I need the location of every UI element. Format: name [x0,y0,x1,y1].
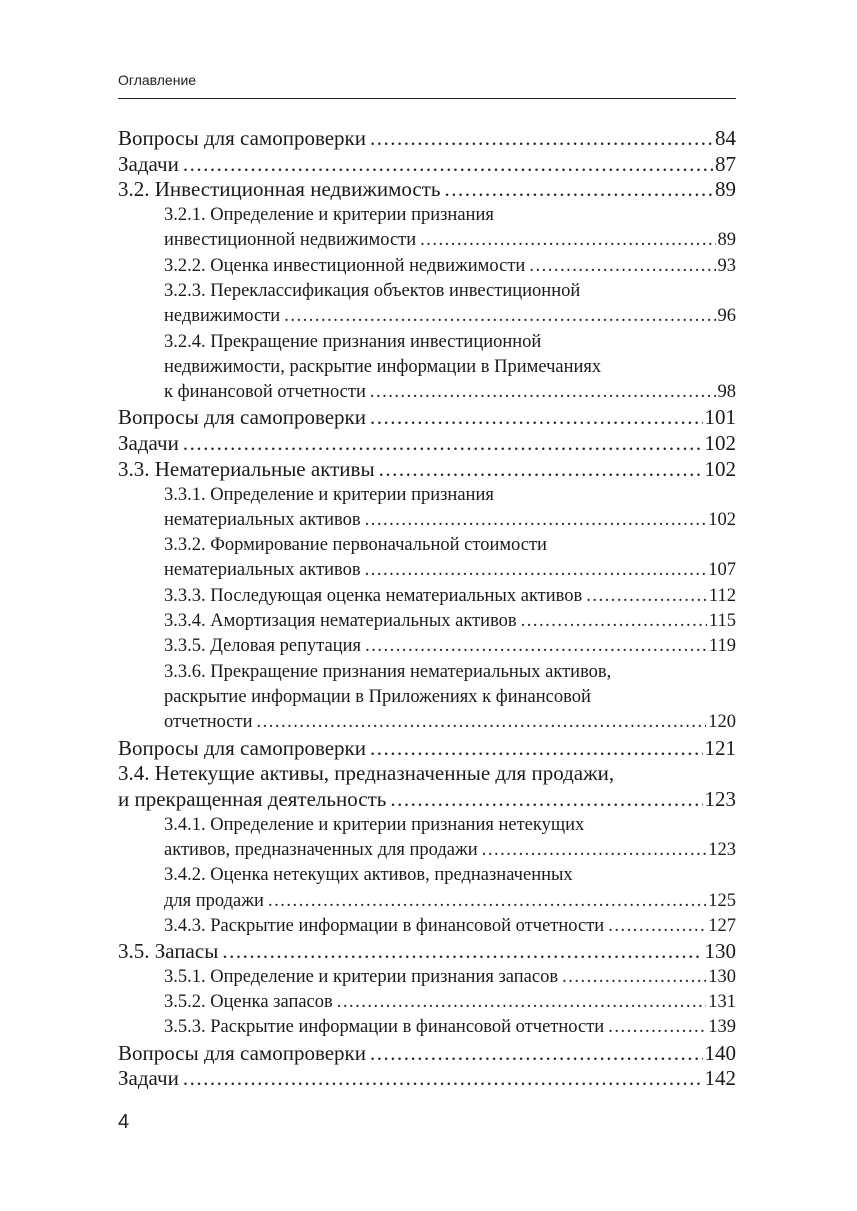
dot-leader [268,889,706,914]
toc-entry-title: Вопросы для самопроверки [118,735,367,760]
toc-entry-leader-line [164,889,736,914]
toc-page-number: 142 [704,1066,736,1091]
toc-page-number: 87 [715,151,736,176]
dot-leader [370,1041,702,1067]
dot-leader [586,584,707,609]
toc-page-number: 139 [708,1017,736,1038]
toc-entry-title: недвижимости [164,306,281,327]
toc-entry-title-line: раскрытие информации в Приложениях к финансовой [164,686,591,707]
toc-entry[interactable] [118,939,736,965]
dot-leader [390,787,702,813]
toc-entry-title: Задачи [118,151,179,176]
toc-entry-leader-line [118,457,736,483]
toc-page-number: 127 [708,915,736,936]
toc-entry-leader-line [164,254,736,279]
dot-leader [370,405,702,431]
toc-entry[interactable] [118,736,736,762]
toc-page-number: 119 [708,636,736,657]
toc-entry[interactable] [118,431,736,457]
toc-entry-leader-line [118,1066,736,1092]
toc-entry-leader-line [118,939,736,965]
toc-page-number: 120 [708,712,736,733]
toc-entry-leader-line [164,584,736,609]
toc-entry[interactable] [118,1066,736,1092]
toc-entry-title-line: 3.2.4. Прекращение признания инвестиционной [164,331,542,352]
dot-leader [370,126,713,152]
dot-leader [284,304,715,329]
toc-entry-leader-line [164,710,736,735]
dot-leader [370,736,702,762]
toc-entry-title: инвестиционной недвижимости [164,230,417,251]
toc-entry[interactable] [118,1041,736,1067]
toc-entry-title-line: 3.2.1. Определение и критерии признания [164,205,494,226]
toc-page-number: 93 [717,255,736,276]
toc-entry-title-line: 3.4.2. Оценка нетекущих активов, предназначенных [164,865,573,886]
toc-entry-title: активов, предназначенных для продажи [164,839,478,860]
dot-leader [608,914,706,939]
toc-entry-leader-line [164,380,736,405]
page-number: 4 [118,1111,130,1133]
toc-entry-title: нематериальных активов [164,509,361,530]
running-head: Оглавление [118,72,197,88]
toc-page-number: 121 [704,735,736,760]
toc-entry-title-line: 3.3.1. Определение и критерии признания [164,484,494,505]
toc-entry[interactable] [118,405,736,431]
toc-entry-title: 3.4.3. Раскрытие информации в финансовой отчетности [164,915,605,936]
toc-page-number: 123 [704,786,736,811]
dot-leader [529,254,715,279]
toc-entry-title: отчетности [164,712,253,733]
toc-page-number: 102 [704,431,736,456]
dot-leader [183,1066,703,1092]
toc-page-number: 102 [708,509,736,530]
toc-entry-title-line: 3.4. Нетекущие активы, предназначенные для продажи, [118,761,615,786]
toc-entry[interactable] [118,457,736,483]
header-rule [118,98,736,99]
toc-page-number: 140 [704,1040,736,1065]
toc-entry-leader-line [164,914,736,939]
toc-entry-leader-line [164,228,736,253]
toc-page-number: 98 [717,382,736,403]
toc-subentry[interactable] [118,914,736,939]
toc-page-number: 89 [715,177,736,202]
toc-page-number: 89 [717,230,736,251]
toc-page-number: 102 [704,456,736,481]
toc-entry-leader-line [164,634,736,659]
toc-entry[interactable] [118,761,736,812]
toc-entry-leader-line [118,177,736,203]
toc-page-number: 130 [704,939,736,964]
dot-leader [608,1015,706,1040]
toc-subentry[interactable] [118,279,736,330]
toc-entry-leader-line [118,126,736,152]
toc-entry-leader-line [164,1015,736,1040]
toc-page-number: 130 [708,966,736,987]
toc-entry-title-line: 3.4.1. Определение и критерии признания нетекущих [164,814,585,835]
toc-entry[interactable] [118,177,736,203]
toc-entry-title: и прекращенная деятельность [118,786,387,811]
toc-entry-leader-line [118,405,736,431]
toc-subentry[interactable] [118,584,736,609]
toc-entry[interactable] [118,152,736,178]
toc-entry-title: 3.5.3. Раскрытие информации в финансовой отчетности [164,1017,605,1038]
toc-subentry[interactable] [118,533,736,584]
toc-entry-title: Задачи [118,1066,179,1091]
dot-leader [370,380,716,405]
toc-subentry[interactable] [118,330,736,406]
toc-page-number: 123 [708,839,736,860]
toc-entry-title: Вопросы для самопроверки [118,126,367,150]
dot-leader [222,939,702,965]
toc-page-number: 107 [708,560,736,581]
toc-entry-title: Вопросы для самопроверки [118,1040,367,1065]
dot-leader [365,634,707,659]
table-of-contents [118,126,736,1092]
toc-entry-title: нематериальных активов [164,560,361,581]
dot-leader [365,508,707,533]
dot-leader [257,710,707,735]
toc-entry-title: для продажи [164,890,264,911]
toc-subentry[interactable] [118,990,736,1015]
toc-page-number: 101 [704,405,736,430]
toc-entry-title: Задачи [118,431,179,456]
toc-entry-title: к финансовой отчетности [164,382,366,403]
toc-subentry[interactable] [118,813,736,864]
toc-entry-leader-line [118,431,736,457]
dot-leader [379,457,703,483]
toc-page-number: 115 [708,611,736,632]
toc-entry-title: 3.5.1. Определение и критерии признания запасов [164,966,559,987]
dot-leader [183,431,703,457]
toc-entry-title: 3.3.3. Последующая оценка нематериальных активов [164,585,583,606]
dot-leader [420,228,715,253]
toc-entry-leader-line [118,736,736,762]
toc-entry-title: 3.5. Запасы [118,939,219,964]
toc-subentry[interactable] [118,965,736,990]
toc-entry-title: Вопросы для самопроверки [118,405,367,430]
toc-entry-title: 3.3.4. Амортизация нематериальных активов [164,611,517,632]
toc-entry-title-line: недвижимости, раскрытие информации в Примечаниях [164,356,602,377]
toc-subentry[interactable] [118,254,736,279]
toc-entry-leader-line [164,304,736,329]
toc-entry-leader-line [118,787,736,813]
dot-leader [482,838,707,863]
toc-page-number: 125 [708,890,736,911]
dot-leader [521,609,707,634]
toc-subentry[interactable] [118,1015,736,1040]
toc-entry-title: 3.3.5. Деловая репутация [164,636,362,657]
toc-page-number: 131 [708,992,736,1013]
toc-entry[interactable] [118,126,736,152]
toc-entry-leader-line [164,965,736,990]
toc-entry-leader-line [164,508,736,533]
dot-leader [183,152,713,178]
toc-page-number: 84 [715,126,736,150]
toc-entry-title: 3.3. Нематериальные активы [118,456,375,481]
toc-entry-title: 3.5.2. Оценка запасов [164,992,333,1013]
toc-subentry[interactable] [118,634,736,659]
toc-entry-leader-line [164,558,736,583]
toc-entry-title-line: 3.3.6. Прекращение признания нематериальных активов, [164,661,612,682]
dot-leader [444,177,713,203]
dot-leader [562,965,706,990]
toc-subentry[interactable] [118,863,736,914]
toc-page-number: 96 [717,306,736,327]
toc-entry-leader-line [164,990,736,1015]
toc-entry-title-line: 3.3.2. Формирование первоначальной стоимости [164,535,547,556]
toc-entry-leader-line [164,609,736,634]
toc-subentry[interactable] [118,483,736,534]
dot-leader [337,990,707,1015]
toc-entry-leader-line [164,838,736,863]
toc-entry-title: 3.2. Инвестиционная недвижимость [118,177,441,202]
toc-subentry[interactable] [118,203,736,254]
toc-entry-title-line: 3.2.3. Переклассификация объектов инвестиционной [164,281,581,301]
toc-entry-leader-line [118,1041,736,1067]
dot-leader [365,558,707,583]
toc-page-number: 112 [708,585,736,606]
toc-subentry[interactable] [118,609,736,634]
toc-subentry[interactable] [118,660,736,736]
toc-entry-title: 3.2.2. Оценка инвестиционной недвижимости [164,255,526,276]
toc-entry-leader-line [118,152,736,178]
